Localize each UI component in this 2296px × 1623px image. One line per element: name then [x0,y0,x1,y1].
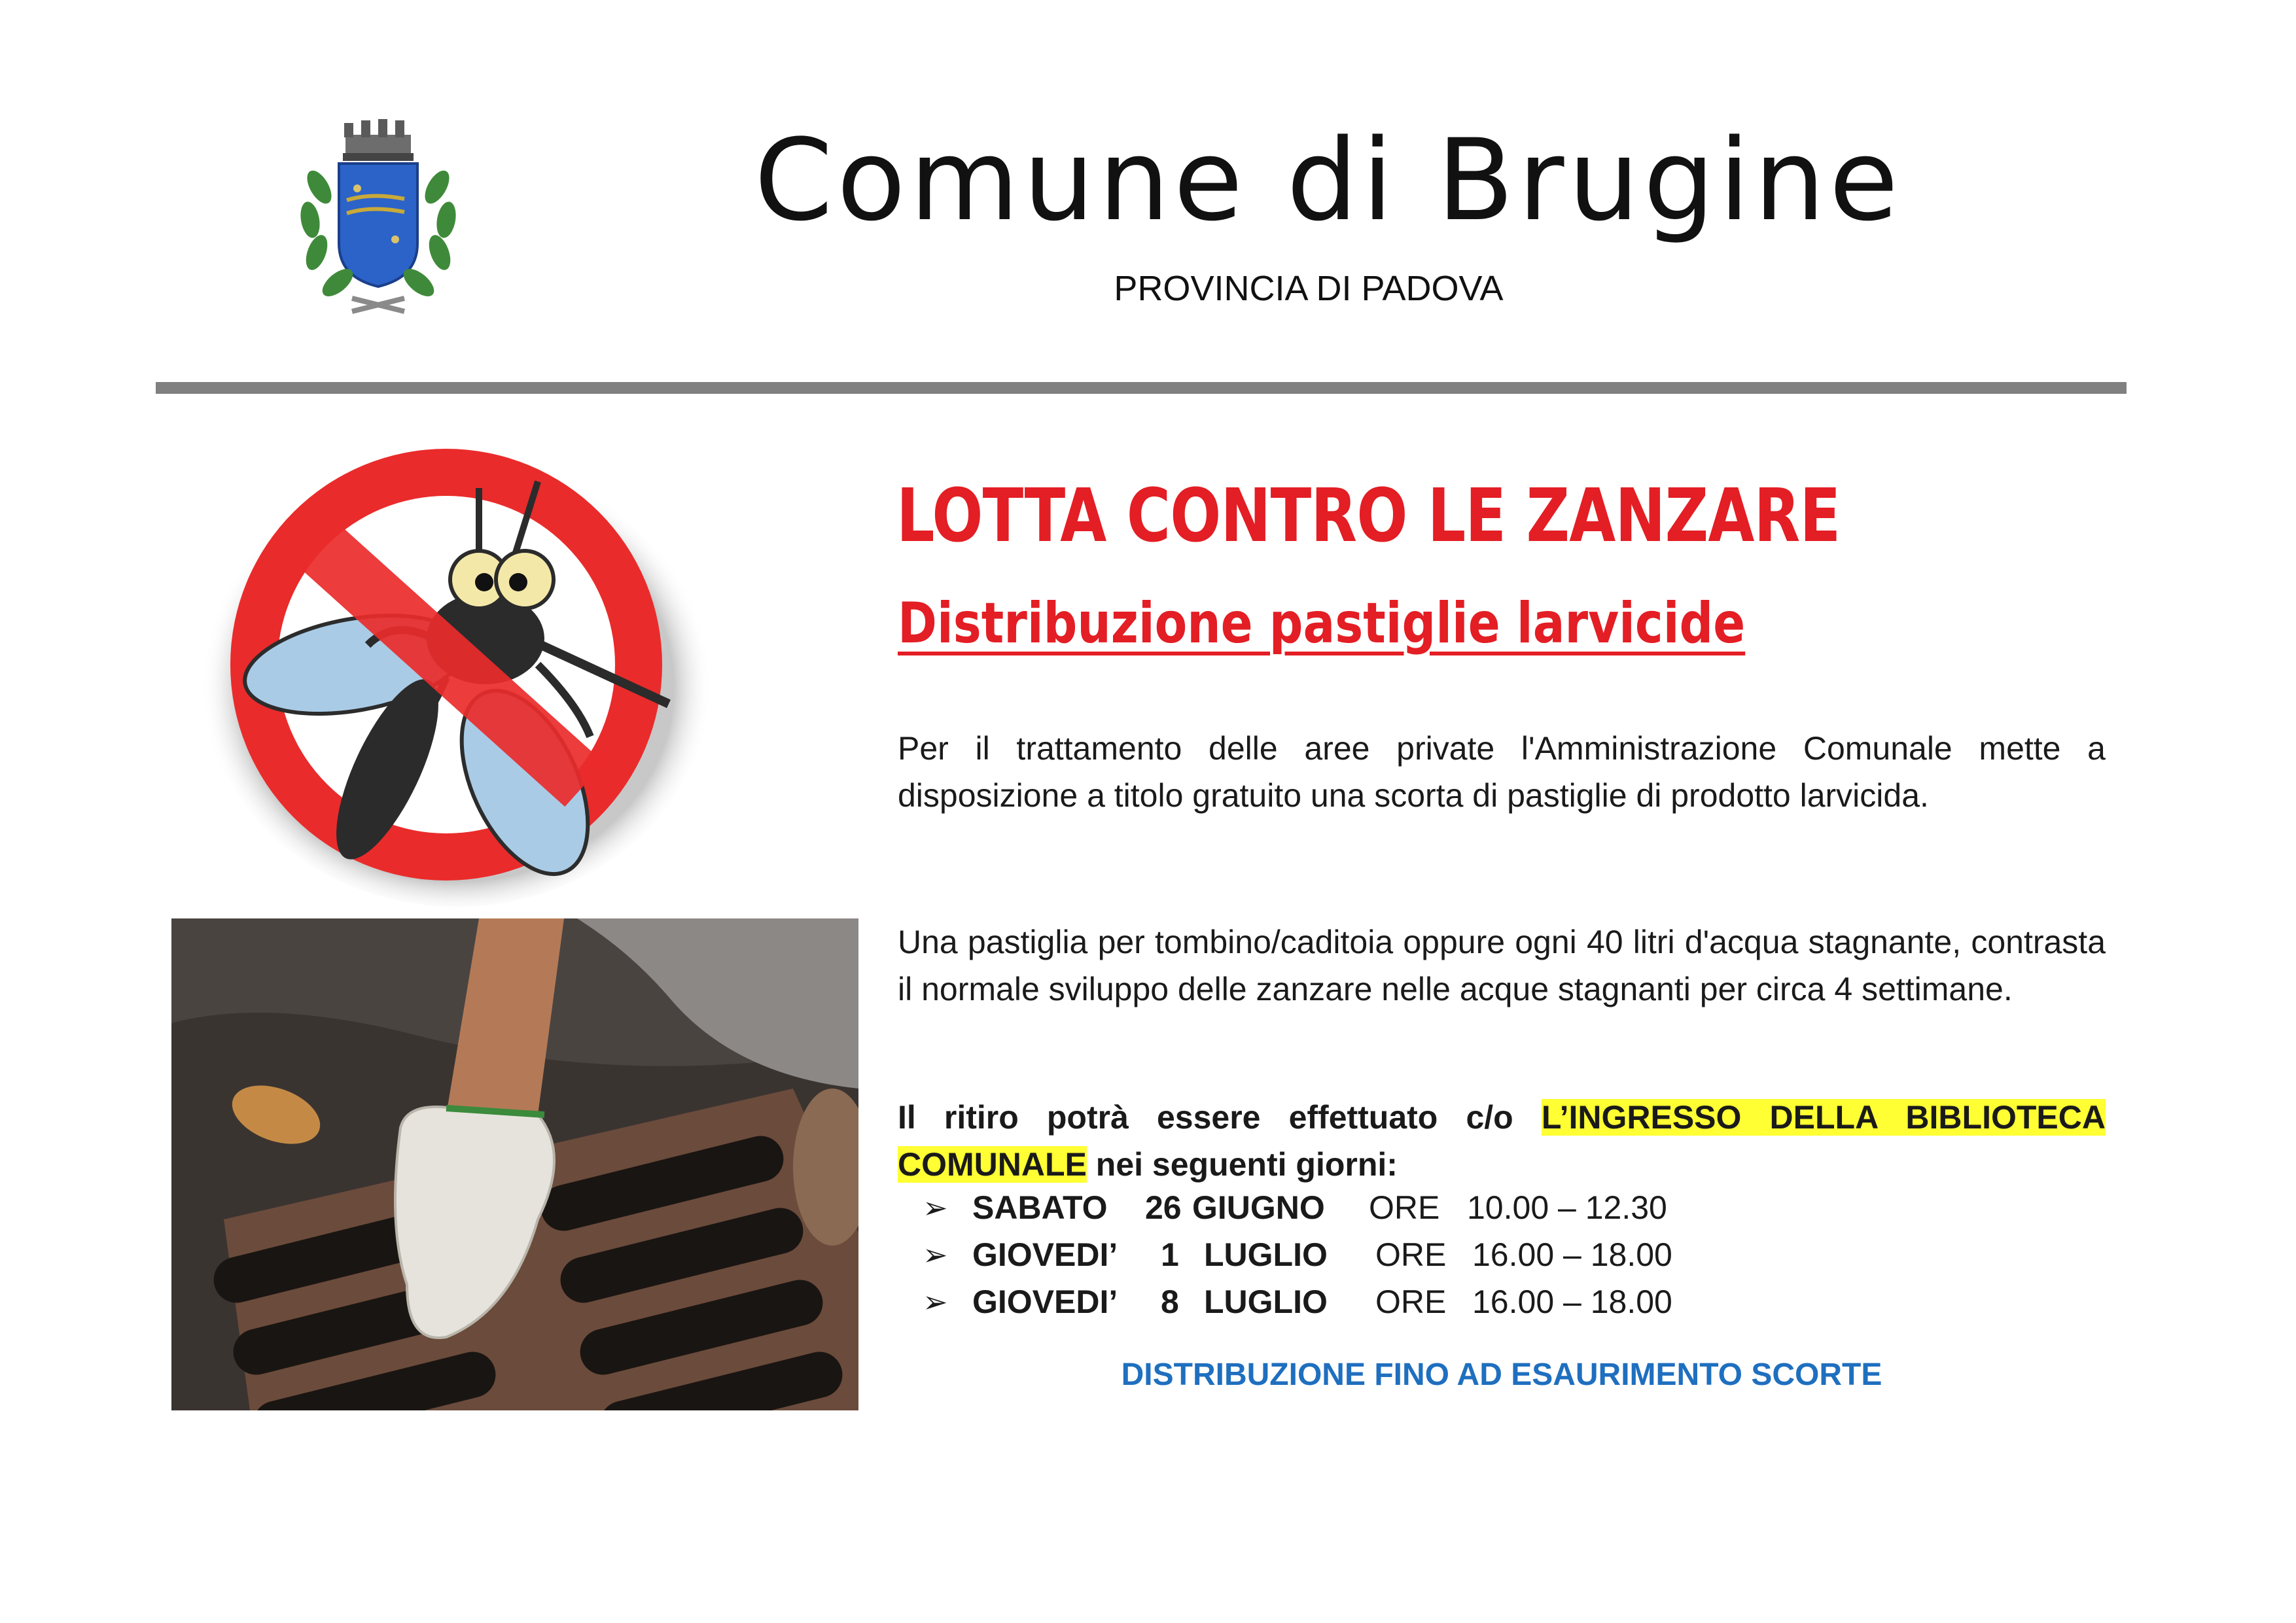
pickup-location: L’INGRESSO DELLA BIBLIOTECA COMUNALE [898,1099,2106,1183]
schedule-month: LUGLIO [1204,1236,1328,1273]
schedule-row [923,1278,2100,1325]
schedule-month: GIUGNO [1192,1189,1325,1226]
schedule-date: 1 [1161,1236,1179,1273]
drain-tablet-photo [171,918,858,1410]
schedule-ore: ORE [1369,1189,1440,1226]
schedule-row [923,1184,2100,1231]
schedule-ore: ORE [1375,1236,1447,1273]
schedule-time: 16.00 – 18.00 [1472,1236,1672,1273]
pickup-paragraph [898,1094,2106,1188]
pickup-schedule [923,1184,2100,1325]
usage-paragraph: Una pastiglia per tombino/caditoia oppure ogni 40 litri d'acqua stagnante, contrasta il normale sviluppo delle zanzare nelle acque stagnanti per circa 4 settimane. [898,924,2106,1007]
schedule-row [923,1231,2100,1278]
municipal-crest-icon [274,115,483,338]
pickup-intro: Il ritiro potrà essere effettuato c/o [898,1099,1513,1136]
schedule-ore: ORE [1375,1283,1447,1320]
intro-paragraph: Per il trattamento delle aree private l'Amministrazione Comunale mette a disposizione a titolo gratuito una scorta di pastiglie di prodotto larvicida. [898,730,2106,814]
schedule-month: LUGLIO [1204,1283,1328,1320]
notice-title: LOTTA CONTRO LE ZANZARE [896,474,1841,559]
schedule-date: 8 [1161,1283,1179,1320]
no-mosquito-sign-icon [171,429,720,907]
province-label: PROVINCIA DI PADOVA [1114,269,1504,308]
pickup-outro: nei seguenti giorni: [1095,1146,1398,1183]
arrow-bullet-icon: ➢ [923,1191,948,1225]
arrow-bullet-icon: ➢ [923,1238,948,1272]
schedule-day: SABATO [972,1189,1108,1226]
schedule-day: GIOVEDI’ [972,1236,1118,1273]
supply-note: DISTRIBUZIONE FINO AD ESAURIMENTO SCORTE [1121,1357,1882,1392]
schedule-time: 16.00 – 18.00 [1472,1283,1672,1320]
schedule-day: GIOVEDI’ [972,1283,1118,1320]
header-divider [156,382,2127,394]
schedule-time: 10.00 – 12.30 [1467,1189,1667,1226]
town-name: Comune di Brugine [754,114,1903,246]
schedule-date: 26 [1145,1189,1182,1226]
notice-subtitle: Distribuzione pastiglie larvicide [898,591,1746,656]
arrow-bullet-icon: ➢ [923,1285,948,1319]
